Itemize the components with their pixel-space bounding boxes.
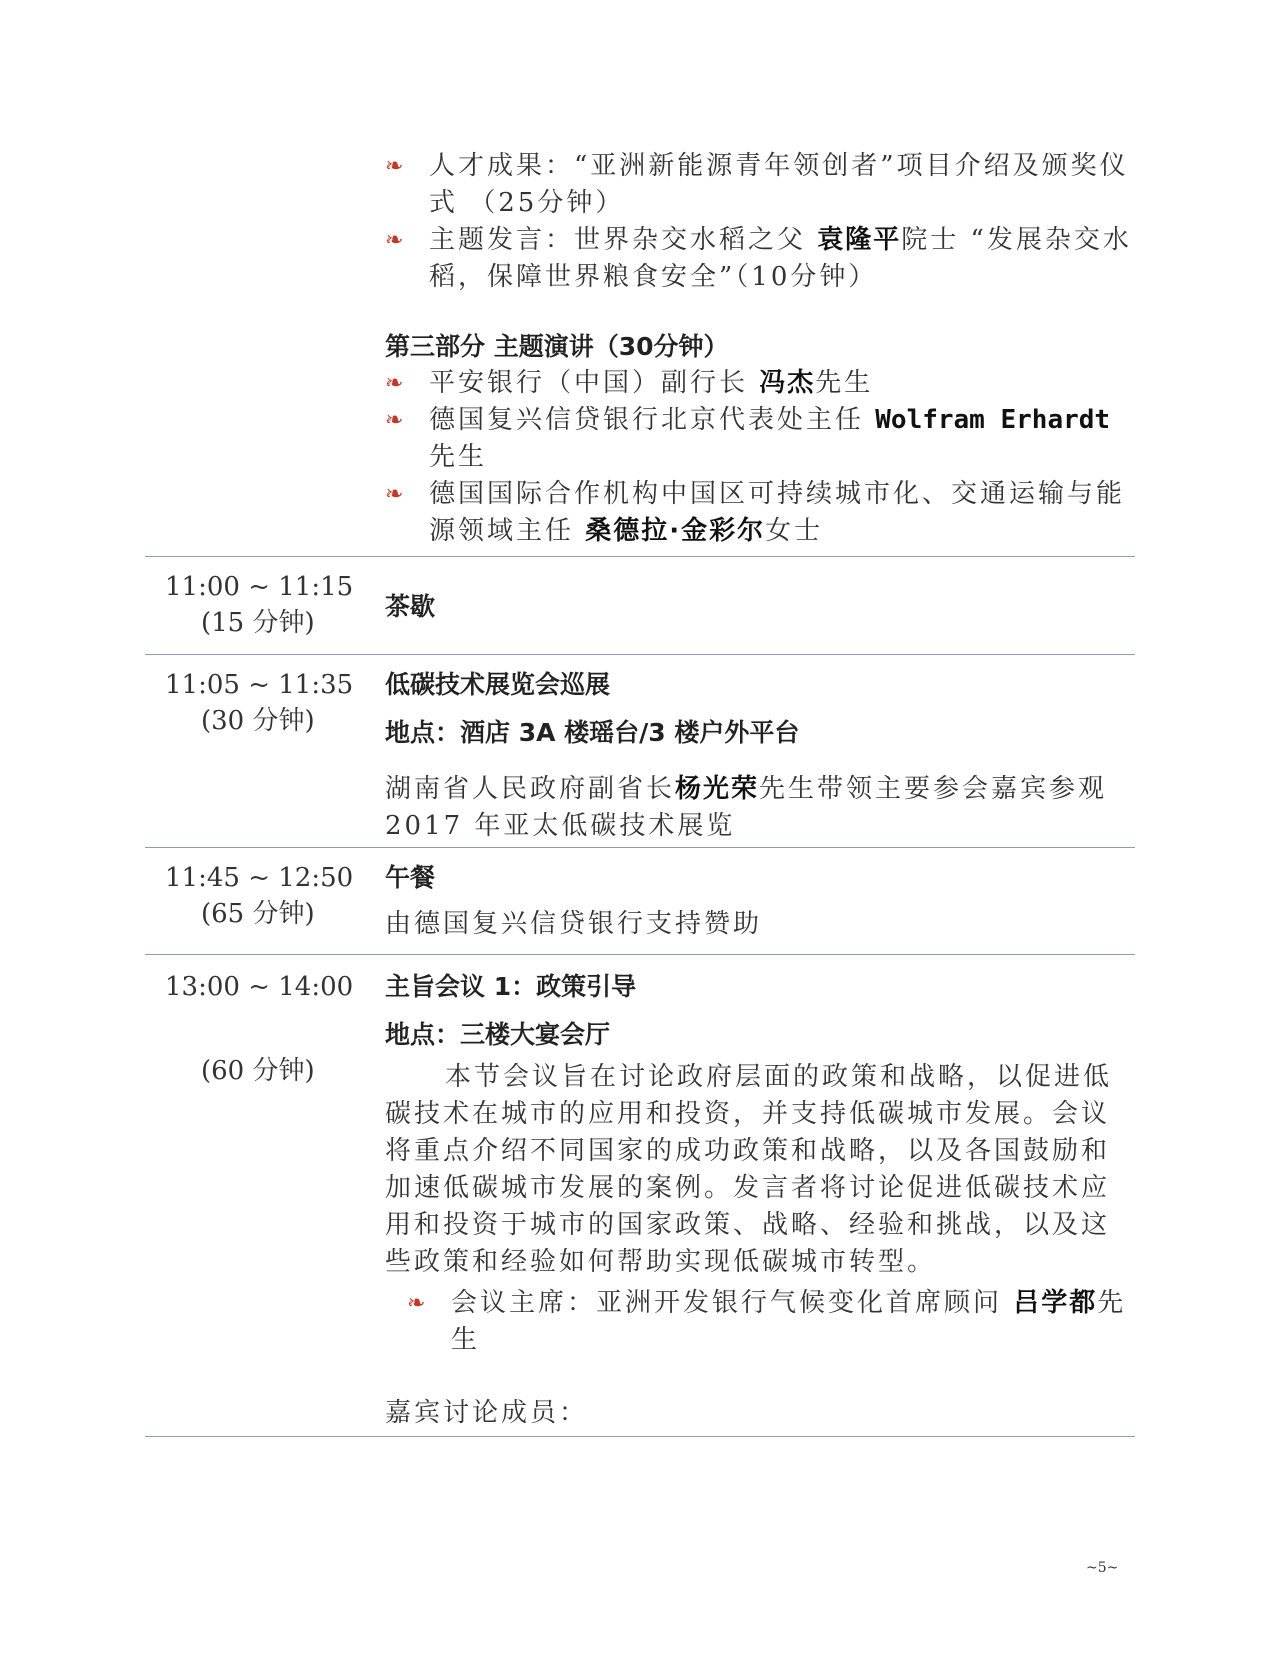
page-number: ~5~: [1086, 1560, 1119, 1576]
chair-text: 会议主席：亚洲开发银行气候变化首席顾问: [451, 1288, 1014, 1318]
list-item: [385, 402, 1135, 476]
session-description: 本节会议旨在讨论政府层面的政策和战略，以促进低碳技术在城市的应用和投资，并支持低碳城市发展。会议将重点介绍不同国家的成功政策和战略，以及各国鼓励和加速低碳城市发展的案例。发言者将讨论促进低碳技术应用和投资于城市的国家政策、战略、经验和挑战，以及这些政策和经验如何帮助实现低碳城市转型。: [385, 1062, 1113, 1277]
ornament-icon: ❧: [407, 1291, 429, 1316]
item-text: 平安银行（中国）副行长: [429, 368, 760, 398]
item-text: 人才成果：“亚洲新能源青年领创者”项目介绍及颁奖仪式 （25分钟）: [429, 151, 1129, 218]
duration: (15 分钟): [201, 608, 315, 638]
agenda-row-tea-break: [145, 557, 1135, 655]
agenda-row-opening: [145, 148, 1135, 557]
duration: (65 分钟): [201, 899, 315, 929]
duration: (60 分钟): [201, 1056, 315, 1086]
speaker-name: 冯杰: [759, 368, 816, 398]
item-text: 女士: [765, 516, 824, 546]
ornament-icon: ❧: [385, 154, 407, 179]
speaker-name: 桑德拉·金彩尔: [585, 516, 766, 546]
session-title: 主旨会议 1：政策引导: [385, 972, 637, 1001]
speaker-name: 杨光荣: [675, 774, 760, 804]
time-range: 11:05 ~ 11:35: [165, 670, 354, 700]
list-item: [385, 365, 1135, 402]
item-text: 先生: [815, 368, 874, 398]
list-item: [385, 148, 1135, 222]
session-title: 午餐: [385, 863, 436, 892]
time-range: 11:00 ~ 11:15: [165, 572, 354, 602]
item-text: 德国国际合作机构中国区可持续城市化、交通运输与能源领域主任: [429, 479, 1126, 546]
list-item: [385, 1285, 1135, 1359]
panel-label: 嘉宾讨论成员：: [385, 1398, 589, 1428]
list-item: [385, 222, 1135, 296]
ornament-icon: ❧: [385, 482, 407, 507]
item-text: 院士 “发展杂交水稻，保障世界粮食安全”（10分钟）: [429, 225, 1132, 292]
session-description: 湖南省人民政府副省长: [385, 774, 676, 804]
chair-text: 先生: [451, 1288, 1127, 1355]
list-item: [385, 476, 1135, 550]
item-text: 主题发言：世界杂交水稻之父: [429, 225, 818, 255]
session-title: 茶歇: [385, 592, 436, 621]
session-location: 地点：酒店 3A 楼瑶台/3 楼户外平台: [385, 718, 800, 747]
session-title: 低碳技术展览会巡展: [385, 670, 611, 699]
ornament-icon: ❧: [385, 228, 407, 253]
ornament-icon: ❧: [385, 408, 407, 433]
agenda-row-lunch: [145, 848, 1135, 955]
time-range: 13:00 ~ 14:00: [165, 972, 354, 1002]
speaker-name: 袁隆平: [817, 225, 902, 255]
agenda-row-plenary-1: [145, 955, 1135, 1437]
speaker-name: 吕学都: [1013, 1288, 1098, 1318]
ornament-icon: ❧: [385, 371, 407, 396]
section-heading: 第三部分 主题演讲（30分钟）: [385, 332, 729, 361]
speaker-name: Wolfram Erhardt: [875, 405, 1111, 435]
duration: (30 分钟): [201, 706, 315, 736]
session-location: 地点：三楼大宴会厅: [385, 1020, 611, 1049]
time-range: 11:45 ~ 12:50: [165, 863, 354, 893]
session-description: 由德国复兴信贷银行支持赞助: [385, 909, 763, 939]
agenda-table: [145, 148, 1135, 1437]
session-description: 先生带领主要参会嘉宾参观 2017 年亚太低碳技术展览: [385, 774, 1108, 841]
item-text: 德国复兴信贷银行北京代表处主任: [429, 405, 876, 435]
agenda-row-exhibition: [145, 655, 1135, 848]
item-text: 先生: [429, 442, 488, 472]
